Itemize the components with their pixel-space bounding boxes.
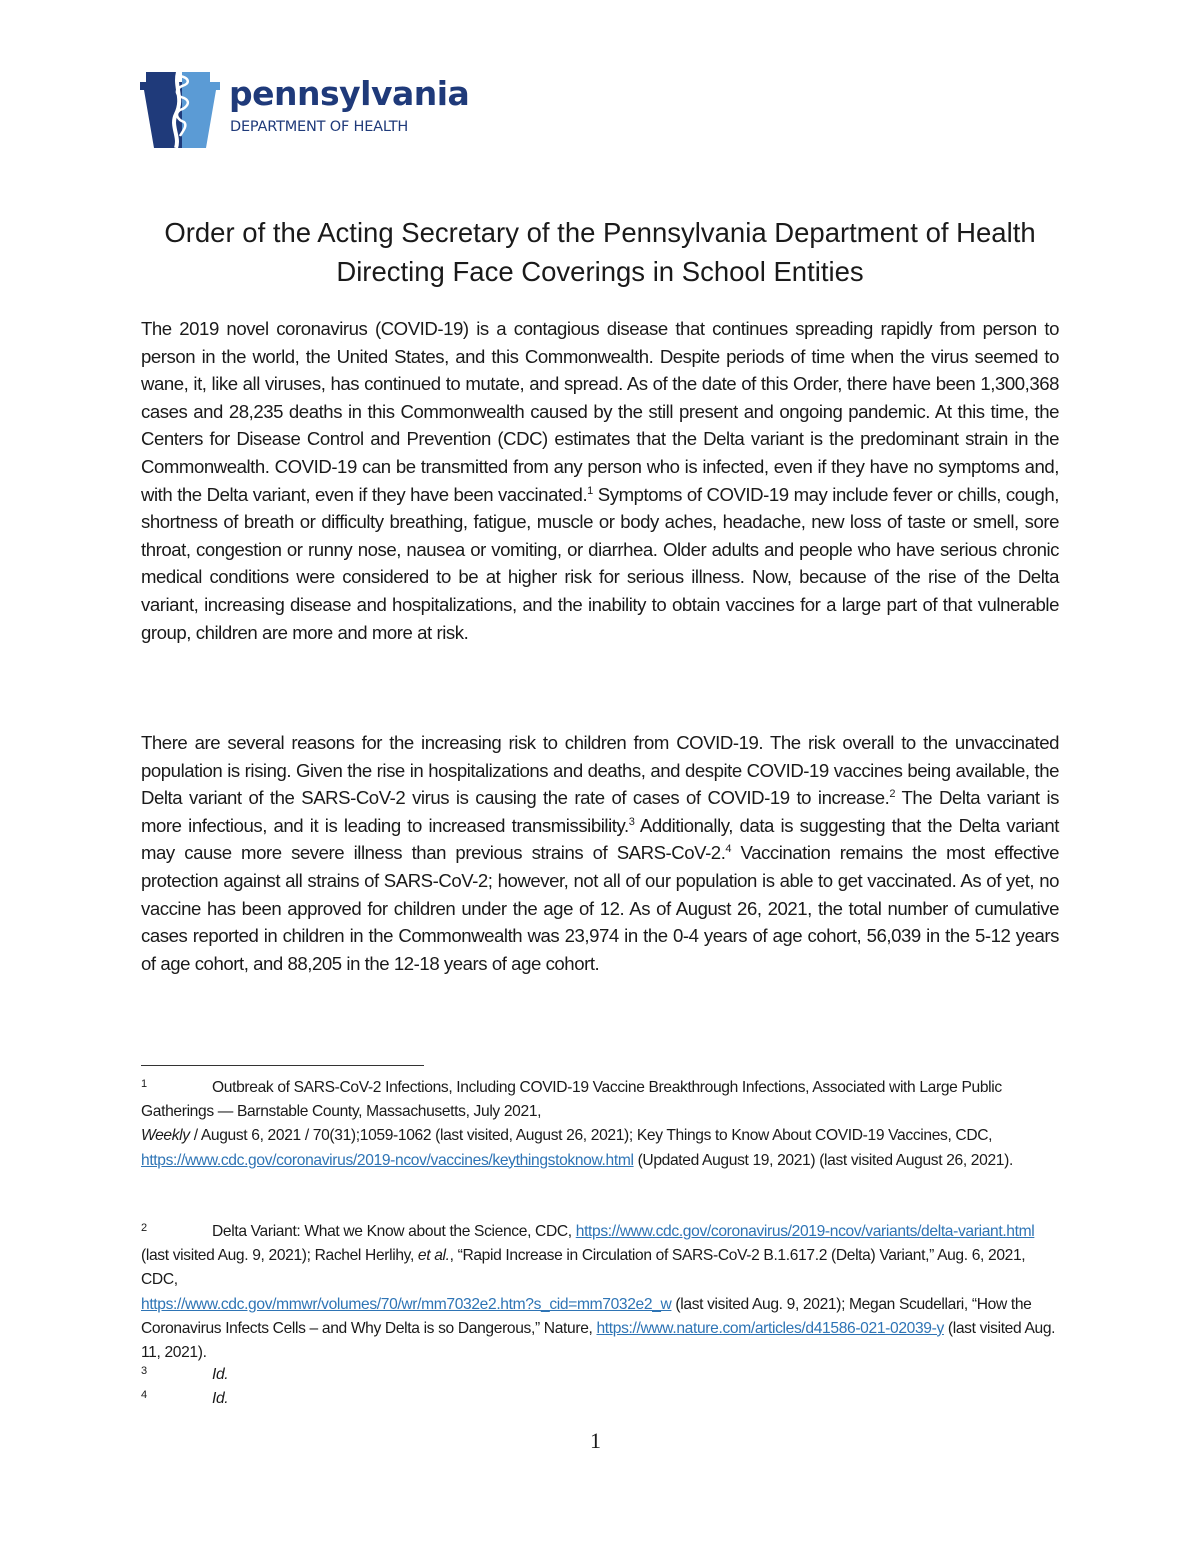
paragraph-1 [141,315,1059,646]
title-line-2: Directing Face Coverings in School Entities [336,256,864,287]
page-number: 1 [590,1428,601,1453]
footnote-ref-4[interactable]: 4 [725,843,732,856]
paragraph-text: Additionally, data is suggesting that the Delta variant may cause more severe illness than previous strains of SARS-CoV-2. [141,814,1059,864]
footnote-link-cdc-mmwr[interactable]: https://www.cdc.gov/mmwr/volumes/70/wr/mm7032e2.htm?s_cid=mm7032e2_w [141,1295,672,1313]
footnote-ref-2[interactable]: 2 [889,788,895,801]
footnote-2: 2 Delta Variant: What we Know about the Science, CDC, https://www.cdc.gov/coronavirus/2019-ncov/variants/delta-variant.html (last visited Aug. 9, 2021); Rachel Herlihy, et al., “Rapid Increase in Circulation of SARS-CoV-2 B.1.617.2 (Delta) Variant,” Aug. 6, 2021, CDC, https://www.cdc.gov/mmwr/volumes/70/wr/mm7032e2.htm?s_cid=mm7032e2_w (last visited Aug. 9, 2021); Megan Scudellari, “How the Coronavirus Infects Cells – and Why Delta is so Dangerous,” Nature, https://www.nature.com/articles/d41586-021-02039-y (last visited Aug. 11, 2021). [141,1222,1056,1362]
title-line-1: Order of the Acting Secretary of the Pennsylvania Department of Health [164,217,1036,248]
footnote-text: (Updated August 19, 2021) (last visited August 26, 2021). [633,1151,1013,1169]
footnote-text: / August 6, 2021 / 70(31);1059-1062 (last visited, August 26, 2021); Key Things to Know About COVID-19 Vaccines, CDC, [189,1127,993,1145]
paragraph-2 [141,729,1059,977]
footnote-italic: et al. [417,1247,450,1265]
footnote-text: (last visited Aug. 11, 2021). [141,1319,1056,1362]
footnote-text: (last visited Aug. 9, 2021); Rachel Herlihy, [141,1247,418,1265]
paragraph-text: The 2019 novel coronavirus (COVID-19) is a contagious disease that continues spreading rapidly from person to person in the world, the United States, and this Commonwealth. Despite periods of time when the virus seemed to wane, it, like all viruses, has continued to mutate, and spread. As of the date of this Order, there have been 1,300,368 cases and 28,235 deaths in this Commonwealth caused by the still present and ongoing pandemic. At this time, the Centers for Disease Control and Prevention (CDC) estimates that the Delta variant is the predominant strain in the Commonwealth. COVID-19 can be transmitted from any person who is infected, even if they have no symptoms and, with the Delta variant, even if they have been vaccinated. [141,318,1059,505]
pa-department-of-health-logo [140,68,470,150]
footnote-italic: Id. [212,1366,229,1383]
paragraph-text: Vaccination remains the most effective protection against all strains of SARS-CoV-2; however, not all of our population is able to get vaccinated. As of yet, no vaccine has been approved for children under the age of 12. As of August 26, 2021, the total number of cumulative cases reported in children in the Commonwealth was 23,974 in the 0-4 years of age cohort, 56,039 in the 5-12 years of age cohort, and 88,205 in the 12-18 years of age cohort. [141,842,1059,974]
footnote-link-nature[interactable]: https://www.nature.com/articles/d41586-021-02039-y [596,1319,944,1337]
logo-department: DEPARTMENT OF HEALTH [230,119,409,135]
footnote-3: 3 Id. [141,1365,229,1383]
footnote-link-cdc-delta[interactable]: https://www.cdc.gov/coronavirus/2019-ncov/variants/delta-variant.html [575,1223,1035,1240]
footnote-text: Outbreak of SARS-CoV-2 Infections, Including COVID-19 Vaccine Breakthrough Infections, Associated with Large Public Gatherings — Barnstable County, Massachusetts, July 2021, [141,1079,1002,1121]
paragraph-text: There are several reasons for the increasing risk to children from COVID-19. The risk overall to the unvaccinated population is rising. Given the rise in hospitalizations and deaths, and despite COVID-19 vaccines being available, the Delta variant of the SARS-CoV-2 virus is causing the rate of cases of COVID-19 to increase. [141,732,1059,809]
footnote-1: 1 Outbreak of SARS-CoV-2 Infections, Including COVID-19 Vaccine Breakthrough Infections, Associated with Large Public Gatherings — Barnstable County, Massachusetts, July 2021, Weekly / August 6, 2021 / 70(31);1059-1062 (last visited, August 26, 2021); Key Things to Know About COVID-19 Vaccines, CDC, https://www.cdc.gov/coronavirus/2019-ncov/vaccines/keythingstoknow.html (Updated August 19, 2021) (last visited August 26, 2021). [141,1078,1013,1169]
footnote-link-cdc-keythings[interactable]: https://www.cdc.gov/coronavirus/2019-ncov/vaccines/keythingstoknow.html [141,1151,634,1169]
footnote-italic: Weekly [141,1127,190,1145]
keystone-caduceus-icon [140,68,222,150]
document-title [130,213,1070,291]
paragraph-text: The Delta variant is more infectious, and it is leading to increased transmissibility. [141,787,1060,836]
footnote-separator [141,1065,424,1066]
footnote-ref-1[interactable]: 1 [587,484,593,497]
paragraph-text: Symptoms of COVID-19 may include fever or chills, cough, shortness of breath or difficulty breathing, fatigue, muscle or body aches, headache, new loss of taste or smell, sore throat, congestion or runny nose, nausea or vomiting, or diarrhea. Older adults and people who have serious chronic medical conditions were considered to be at higher risk for serious illness. Now, because of the rise of the Delta variant, increasing disease and hospitalizations, and the inability to obtain vaccines for a large part of that vulnerable group, children are more and more at risk. [141,483,1059,643]
footnote-text: Delta Variant: What we Know about the Science, CDC, [212,1223,576,1240]
footnote-italic: Id. [212,1390,229,1407]
footnote-4: 4 Id. [141,1389,229,1407]
footnote-text: (last visited Aug. 9, 2021); Megan Scudellari, “How the Coronavirus Infects Cells – and Why Delta is so Dangerous,” Nature, [141,1295,1032,1337]
footnote-ref-3[interactable]: 3 [628,815,635,828]
logo-wordmark: pennsylvania [229,74,470,113]
footnote-text: , “Rapid Increase in Circulation of SARS-CoV-2 B.1.617.2 (Delta) Variant,” Aug. 6, 2021, CDC, [141,1247,1026,1289]
